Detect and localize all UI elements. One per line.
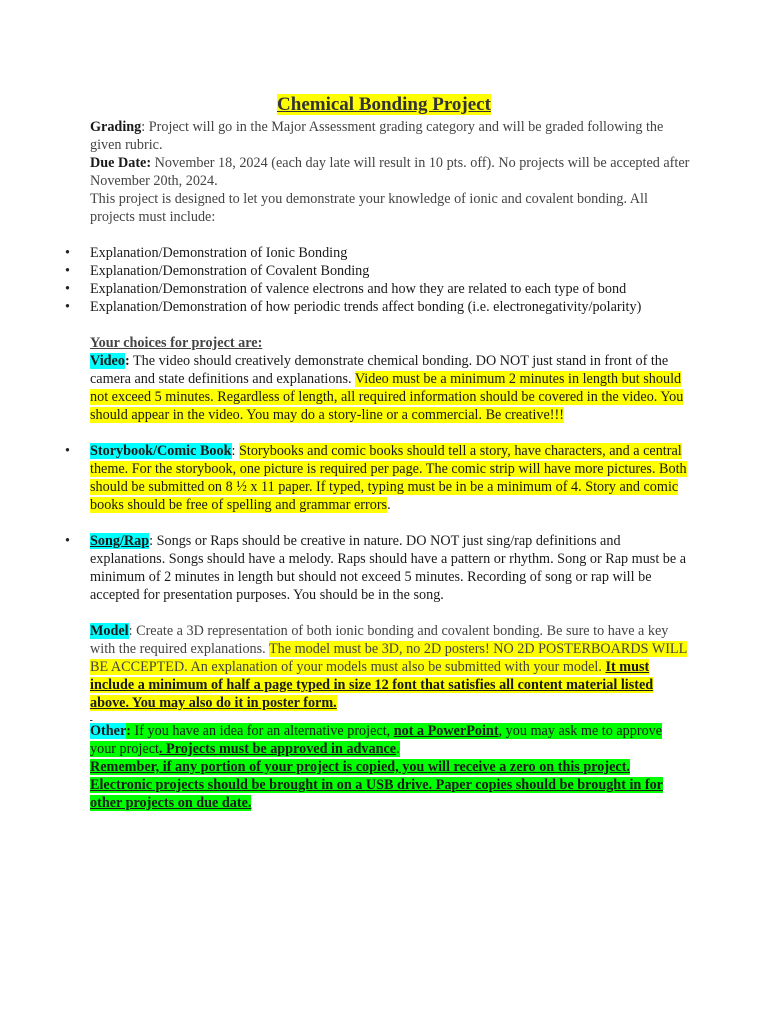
model-label: Model [90, 623, 129, 639]
intro-paragraph: This project is designed to let you demonstrate your knowledge of ionic and covalent bonding. All projects must include: [90, 191, 648, 225]
document-title: Chemical Bonding Project [277, 94, 491, 115]
song-text: : Songs or Raps should be creative in nature. DO NOT just sing/rap definitions and explanations. Songs should have a melody. Raps should have a pattern or rhythm. Song or Rap must be a minimum of 2 minutes in length but should not exceed 5 minutes. Recording of song or rap will be accepted for presentation purposes. You should be in the song. [90, 533, 687, 603]
storybook-highlight: Storybooks and comic books should tell a story, have characters, and a central theme. For the storybook, one picture is required per page. The comic strip will have more pictures. Both should be submitted on 8 ½ x 11 paper. If typed, typing must be in be a minimum of 4. Story and comic books should be free of spelling and grammar errors [90, 443, 687, 513]
requirements-list [90, 244, 690, 316]
video-label: Video [90, 353, 125, 369]
song-label: Song/Rap [90, 533, 150, 549]
list-item: • Explanation/Demonstration of Covalent Bonding [90, 262, 690, 280]
choices-heading: Your choices for project are: [90, 335, 263, 351]
video-highlight: Video must be a minimum 2 minutes in length but should not exceed 5 minutes. Regardless of length, all required information should be covered in the video. You should appear in the video. You may do a story-line or a commercial. Be creative!!! [90, 371, 684, 423]
storybook-paragraph: • Storybook/Comic Book: Storybooks and comic books should tell a story, have characters, and a central theme. For the storybook, one picture is required per page. The comic strip will have more pictures. Both should be submitted on 8 ½ x 11 paper. If typed, typing must be in be a minimum of 4. Story and comic books should be free of spelling and grammar errors. [90, 442, 690, 514]
other-paragraph: Other: If you have an idea for an alternative project, not a PowerPoint, you may ask me to approve your project. Projects must be approved in advance. [90, 723, 663, 757]
grading-text: : Project will go in the Major Assessment grading category and will be graded following the given rubric. [90, 119, 664, 153]
due-date-label: Due Date: [90, 155, 152, 171]
grading-label: Grading [90, 119, 142, 135]
model-emphasis: It must include a minimum of half a page typed in size 12 font that satisfies all content material listed above. You may also do it in poster form. [90, 659, 654, 711]
document-body [90, 118, 690, 812]
other-emphasis-powerpoint: not a PowerPoint [393, 723, 499, 739]
due-date-paragraph [90, 154, 690, 190]
other-label: Other [90, 723, 127, 739]
warning-paragraph [90, 758, 690, 812]
warning-text: Remember, if any portion of your project is copied, you will receive a zero on this project. Electronic projects should be brought in on a USB drive. Paper copies should be brought in for other projects on due date. [90, 759, 663, 811]
video-paragraph: Video: The video should creatively demonstrate chemical bonding. DO NOT just stand in front of the camera and state definitions and explanations. Video must be a minimum 2 minutes in length but should not exceed 5 minutes. Regardless of length, all required information should be covered in the video. You should appear in the video. You may do a story-line or a commercial. Be creative!!! [90, 353, 684, 423]
model-text: : Create a 3D representation of both ionic bonding and covalent bonding. Be sure to have a key with the required explanations. [90, 623, 669, 657]
due-date-text: November 18, 2024 (each day late will result in 10 pts. off). No projects will be accepted after November 20th, 2024. [90, 155, 690, 189]
model-highlight: The model must be 3D, no 2D posters! NO 2D POSTERBOARDS WILL BE ACCEPTED. An explanation of your models must also be submitted with your model. [90, 641, 688, 675]
grading-paragraph [90, 118, 690, 154]
list-item: • Explanation/Demonstration of Ionic Bonding [90, 244, 690, 262]
other-emphasis-approval: . Projects must be approved in advance [158, 741, 397, 757]
list-item: • Explanation/Demonstration of valence electrons and how they are related to each type of bond [90, 280, 690, 298]
video-text: The video should creatively demonstrate chemical bonding. DO NOT just stand in front of the camera and state definitions and explanations. [90, 353, 669, 387]
list-item: • Explanation/Demonstration of how periodic trends affect bonding (i.e. electronegativity/polarity) [90, 298, 690, 316]
song-paragraph [90, 532, 690, 604]
storybook-label: Storybook/Comic Book [90, 443, 232, 459]
model-paragraph [90, 622, 690, 712]
